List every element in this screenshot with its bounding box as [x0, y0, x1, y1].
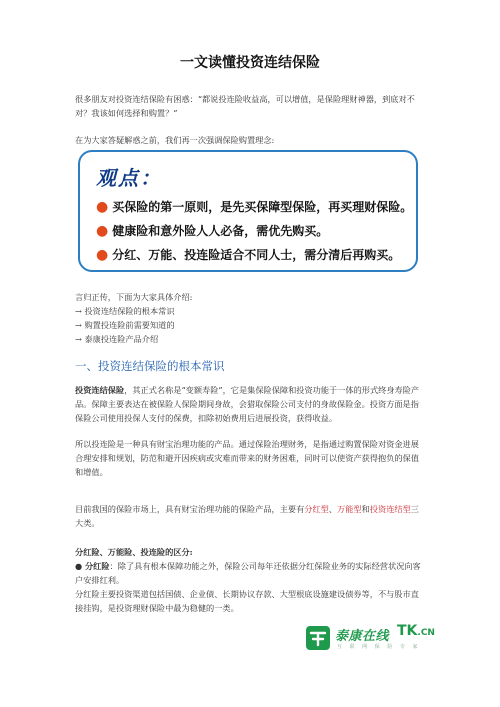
type-highlight: 投资连结型 [369, 504, 411, 514]
bold-term: 投资连结保险 [75, 385, 125, 395]
callout-bullet [96, 246, 400, 263]
market-text-end: 三大类。 [75, 504, 419, 528]
bullet-dot-icon: ● [96, 247, 109, 263]
callout-bullet-text: 健康险和意外险人人必备，需优先购买。 [112, 224, 329, 238]
viewpoint-callout [78, 150, 418, 272]
difference-heading: 分红险、万能险、投连险的区分: [75, 547, 193, 557]
separator-text: 、 [328, 504, 338, 514]
wealth-paragraph: 所以投连险是一种具有财宝治理功能的产品。通过保险治理财务，是指通过购置保险对资金进展合理安排和规划，防范和避开因疾病或灾难而带来的财务困难，同时可以使资产获得抱负的保值和增值。 [75, 439, 419, 477]
type-highlight: 万能型 [337, 504, 362, 514]
callout-heading: 观点： [96, 166, 162, 190]
page-title: 一文读懂投资连结保险 [180, 55, 320, 71]
toc-item: → 投资连结保险的根本常识 [75, 306, 175, 316]
dividend-investment-text: 分红险主要投资渠道包括国债、企业债、长期协议存款、大型根底设施建设债券等，不与股市直接挂钩，是投资理财保险中最为稳健的一类。 [75, 589, 419, 613]
market-paragraph [75, 502, 427, 530]
definition-paragraph [75, 383, 427, 425]
bullet-dot-icon: ● [96, 223, 109, 239]
dividend-bullet [75, 559, 427, 587]
section-heading: 一、投资连结保险的根本常识 [75, 359, 225, 373]
type-highlight: 分红型 [304, 504, 329, 514]
callout-bullet-text: 分红、万能、投连险适合不同人士，需分清后再购买。 [112, 248, 401, 262]
callout-bullet [96, 222, 328, 239]
toc-lead: 言归正传，下面为大家具体介绍: [75, 292, 193, 302]
logo-domain-main: TK [397, 623, 418, 639]
logo-chinese-name: 泰康在线 [335, 629, 390, 644]
taikang-online-logo [305, 623, 435, 655]
logo-domain-suffix: .CN [417, 628, 435, 638]
bullet-dot-icon: ● [96, 199, 109, 215]
toc-item: → 泰康投连险产品介绍 [75, 334, 159, 344]
answer-paragraph: 在为大家答疑解惑之前，我们再一次强调保险购置理念: [75, 135, 275, 145]
logo-domain [397, 623, 435, 639]
definition-text: ，其正式名称是“变额寿险”，它是集保险保障和投资功能于一体的形式终身寿险产品。保障主要表达在被保险人保险期间身故，会猎取保险公司支付的身故保险金。投资方面是指保险公司使用投保人支付的保费，扣除初始费用后进展投资，获得收益。 [75, 385, 420, 423]
toc-item: → 购置投连险前需要知道的 [75, 320, 175, 330]
logo-tagline: 互 联 网 保 险 专 家 [337, 644, 421, 650]
logo-mark-icon [305, 625, 331, 651]
difference-block [75, 545, 427, 615]
dividend-text: ：除了具有根本保障功能之外，保险公司每年还依据分红保险业务的实际经营状况向客户安排红利。 [75, 561, 421, 585]
dividend-label: ● 分红险 [75, 561, 110, 571]
market-text: 目前我国的保险市场上，具有财宝治理功能的保险产品，主要有 [75, 504, 305, 514]
conjunction-text: 和 [361, 504, 370, 514]
intro-paragraph: 很多朋友对投资连结保险有困惑：“都说投连险收益高，可以增值，是保险理财神器，到底对不对？我该如何选择和购置？” [75, 94, 415, 118]
callout-bullet [96, 198, 412, 215]
toc-block [75, 290, 427, 346]
callout-bullet-text: 买保险的第一原则，是先买保障型保险，再买理财保险。 [112, 200, 413, 214]
